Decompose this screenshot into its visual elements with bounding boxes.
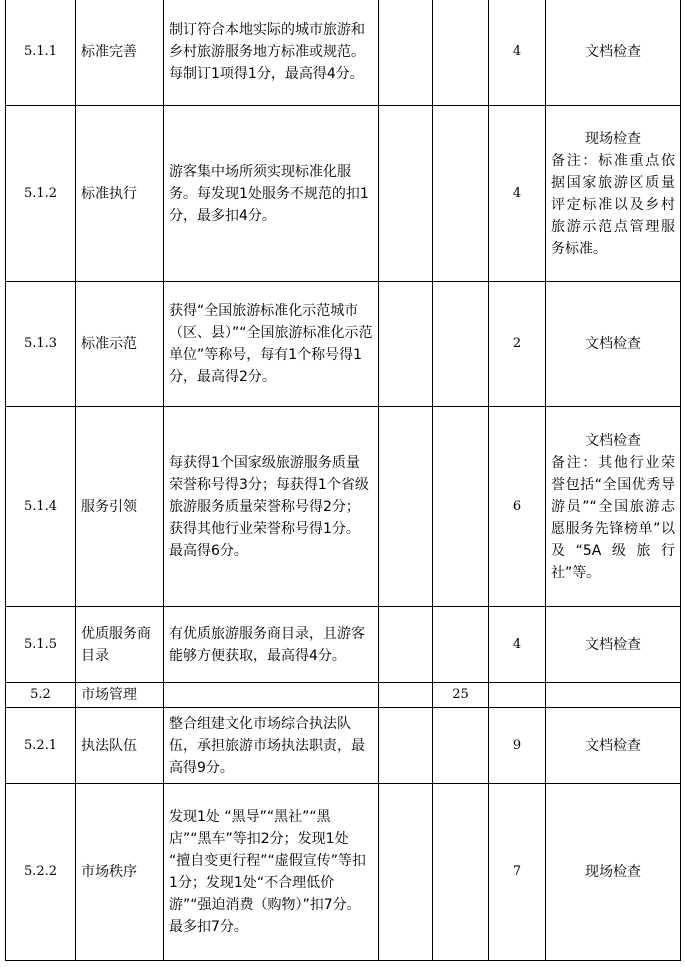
row-method	[546, 106, 681, 282]
row-method-title: 文档检查	[585, 432, 641, 449]
row-method: 文档检查	[546, 607, 681, 683]
table-row	[6, 708, 681, 784]
row-name: 执法队伍	[76, 708, 164, 784]
row-description: 整合组建文化市场综合执法队伍，承担旅游市场执法职责，最高得9分。	[164, 708, 379, 784]
table-row	[6, 407, 681, 607]
empty-cell	[546, 683, 681, 708]
table-row	[6, 784, 681, 961]
row-method: 现场检查	[546, 784, 681, 961]
row-id: 5.1.5	[6, 607, 76, 683]
row-score: 2	[489, 282, 546, 407]
row-name: 标准完善	[76, 0, 164, 106]
row-score: 9	[489, 708, 546, 784]
row-method: 文档检查	[546, 708, 681, 784]
empty-cell	[433, 282, 489, 407]
empty-cell	[164, 683, 379, 708]
empty-cell	[379, 106, 433, 282]
table-row	[6, 282, 681, 407]
row-method-title: 现场检查	[585, 130, 641, 147]
section-id: 5.2	[6, 683, 76, 708]
empty-cell	[433, 784, 489, 961]
row-description: 游客集中场所须实现标准化服务。每发现1处服务不规范的扣1分，最多扣4分。	[164, 106, 379, 282]
empty-cell	[433, 106, 489, 282]
row-score: 6	[489, 407, 546, 607]
empty-cell	[379, 683, 433, 708]
empty-cell	[379, 407, 433, 607]
row-method	[546, 407, 681, 607]
empty-cell	[379, 784, 433, 961]
row-method-note: 备注：标准重点依据国家旅游区质量评定标准以及乡村旅游示范点管理服务标准。	[551, 152, 675, 257]
row-method: 文档检查	[546, 282, 681, 407]
empty-cell	[433, 607, 489, 683]
empty-cell	[379, 607, 433, 683]
row-description: 每获得1个国家级旅游服务质量荣誉称号得3分；每获得1个省级旅游服务质量荣誉称号得2分；获得其他行业荣誉称号得1分。最高得6分。	[164, 407, 379, 607]
row-method: 文档检查	[546, 0, 681, 106]
empty-cell	[433, 708, 489, 784]
section-score: 25	[433, 683, 489, 708]
row-name: 标准执行	[76, 106, 164, 282]
row-id: 5.1.4	[6, 407, 76, 607]
row-method-note: 备注：其他行业荣誉包括“全国优秀导游员”“全国旅游志愿服务先锋榜单”以及“5A级旅行社”等。	[551, 454, 675, 581]
empty-cell	[379, 0, 433, 106]
table-row	[6, 0, 681, 106]
row-name: 市场秩序	[76, 784, 164, 961]
row-name: 标准示范	[76, 282, 164, 407]
row-score: 7	[489, 784, 546, 961]
row-description: 发现1处 “黑导”“黑社”“黑店”“黑车”等扣2分；发现1处 “擅自变更行程”“虚假宣传”等扣1分；发现1处“不合理低价游”“强迫消费（购物）”扣7分。最多扣7分。	[164, 784, 379, 961]
row-name: 服务引领	[76, 407, 164, 607]
row-name: 优质服务商目录	[76, 607, 164, 683]
row-score: 4	[489, 0, 546, 106]
table-row	[6, 607, 681, 683]
row-description: 获得“全国旅游标准化示范城市（区、县）”“全国旅游标准化示范单位”等称号，每有1个称号得1分，最高得2分。	[164, 282, 379, 407]
row-description: 有优质旅游服务商目录，且游客能够方便获取，最高得4分。	[164, 607, 379, 683]
row-score: 4	[489, 607, 546, 683]
table-row	[6, 106, 681, 282]
empty-cell	[379, 282, 433, 407]
empty-cell	[433, 0, 489, 106]
evaluation-table	[5, 0, 681, 961]
row-id: 5.1.2	[6, 106, 76, 282]
row-id: 5.2.1	[6, 708, 76, 784]
section-row	[6, 683, 681, 708]
row-score: 4	[489, 106, 546, 282]
empty-cell	[489, 683, 546, 708]
row-id: 5.2.2	[6, 784, 76, 961]
section-name: 市场管理	[76, 683, 164, 708]
row-description: 制订符合本地实际的城市旅游和乡村旅游服务地方标准或规范。每制订1项得1分，最高得4分。	[164, 0, 379, 106]
row-id: 5.1.1	[6, 0, 76, 106]
empty-cell	[379, 708, 433, 784]
row-id: 5.1.3	[6, 282, 76, 407]
empty-cell	[433, 407, 489, 607]
